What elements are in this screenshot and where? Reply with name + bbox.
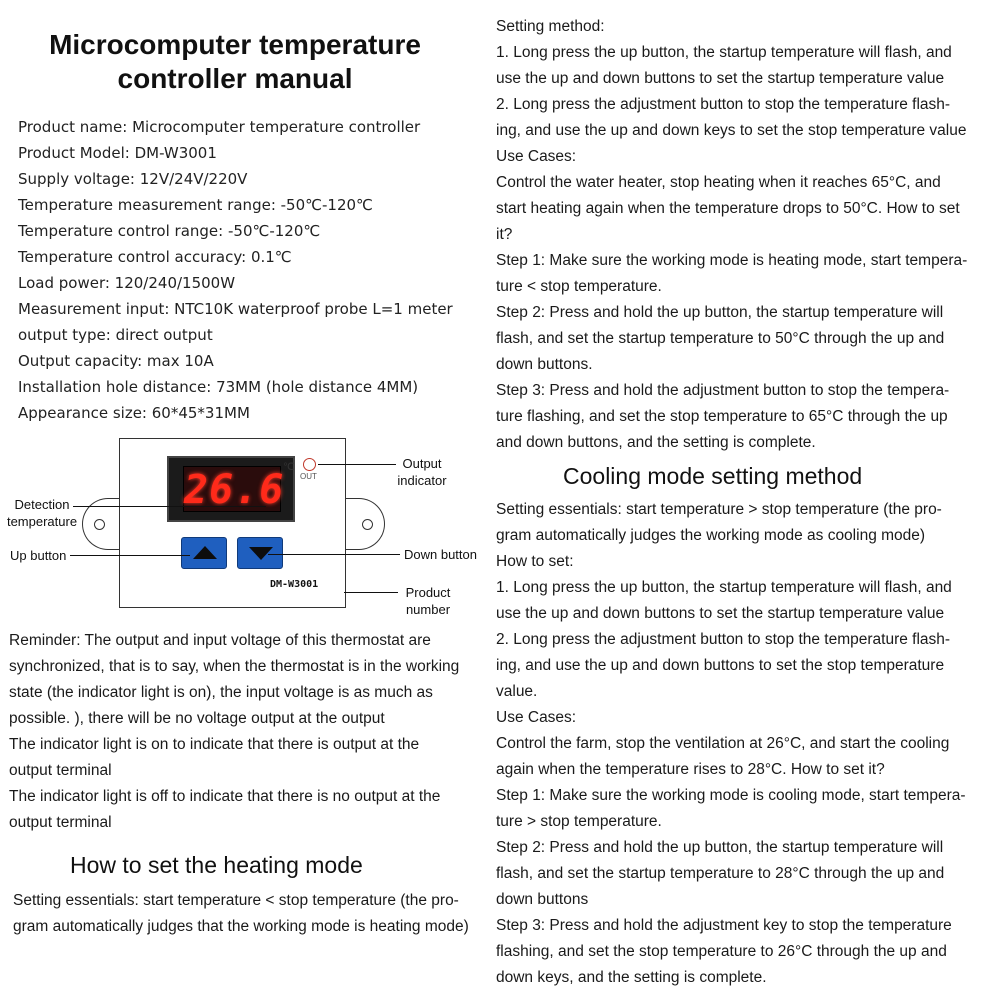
text-line: Step 3: Press and hold the adjustment key to stop the temperature (496, 917, 952, 934)
text-line: flash, and set the startup temperature to 28°C through the up and (496, 865, 945, 882)
text-line: down keys, and the setting is complete. (496, 969, 767, 986)
output-led-icon (303, 458, 316, 471)
text-line: Use Cases: (496, 148, 577, 165)
text-line: ing, and use the up and down buttons to set the stop temperature (496, 657, 945, 674)
text-line: The indicator light is on to indicate that there is output at the (9, 736, 420, 753)
text-line: value. (496, 683, 538, 700)
text-line: down buttons (496, 891, 589, 908)
spec-line: Temperature measurement range: -50℃-120℃ (18, 196, 373, 214)
title-line: Microcomputer temperature (49, 29, 421, 60)
text-line: Step 3: Press and hold the adjustment button to stop the tempera- (496, 382, 950, 399)
text-line: down buttons. (496, 356, 593, 373)
text-line: state (the indicator light is on), the input voltage is as much as (9, 684, 433, 701)
text-line: possible. ), there will be no voltage output at the output (9, 710, 385, 727)
text-line: it? (496, 226, 513, 243)
display-digits: 26.6 (184, 467, 285, 513)
text-line: Step 2: Press and hold the up button, the startup temperature will (496, 304, 944, 321)
title-line: controller manual (117, 63, 353, 94)
callout-up-button: Up button (10, 548, 67, 563)
text-line: output terminal (9, 762, 112, 779)
leader-line (318, 464, 396, 465)
reminder-text (9, 628, 489, 836)
callout-product-number: Product number (405, 585, 451, 617)
text-line: Setting essentials: start temperature < stop temperature (the pro- (13, 892, 459, 909)
text-line: Control the farm, stop the ventilation at 26°C, and start the cooling (496, 735, 950, 752)
text-line: 1. Long press the up button, the startup temperature will flash, and (496, 579, 952, 596)
text-line: Step 2: Press and hold the up button, the startup temperature will (496, 839, 944, 856)
cooling-method (496, 497, 988, 991)
text-line: flashing, and set the stop temperature to 26°C through the up and (496, 943, 947, 960)
text-line: synchronized, that is to say, when the thermostat is in the working (9, 658, 460, 675)
text-line: Step 1: Make sure the working mode is cooling mode, start tempera- (496, 787, 966, 804)
text-line: Reminder: The output and input voltage of this thermostat are (9, 632, 431, 649)
text-line: use the up and down buttons to set the startup temperature value (496, 605, 945, 622)
text-line: How to set: (496, 553, 574, 570)
spec-line: Product name: Microcomputer temperature controller (18, 118, 421, 136)
heating-method (496, 14, 988, 456)
text-line: start heating again when the temperature drops to 50°C. How to set (496, 200, 960, 217)
text-line: gram automatically judges the working mode as cooling mode) (496, 527, 926, 544)
heating-essentials (13, 888, 493, 940)
spec-line: Output capacity: max 10A (18, 352, 214, 370)
text-line: 2. Long press the adjustment button to stop the temperature flash- (496, 96, 951, 113)
text-line: ture > stop temperature. (496, 813, 662, 830)
text-line: 1. Long press the up button, the startup temperature will flash, and (496, 44, 952, 61)
unit-celsius: ℃ (283, 462, 295, 473)
spec-line: Installation hole distance: 73MM (hole distance 4MM) (18, 378, 419, 396)
spec-line: Load power: 120/240/1500W (18, 274, 236, 292)
text-line: Setting method: (496, 18, 605, 35)
mounting-hole-right (362, 519, 373, 530)
text-line: ing, and use the up and down keys to set the stop temperature value (496, 122, 967, 139)
text-line: Control the water heater, stop heating when it reaches 65°C, and (496, 174, 941, 191)
callout-down-button: Down button (404, 547, 477, 562)
text-line: flash, and set the startup temperature to 50°C through the up and (496, 330, 945, 347)
out-label: OUT (300, 472, 317, 481)
text-line: and down buttons, and the setting is complete. (496, 434, 816, 451)
arrow-up-icon (193, 546, 217, 559)
down-button[interactable] (237, 537, 283, 569)
heating-heading: How to set the heating mode (70, 852, 363, 878)
text-line: ture < stop temperature. (496, 278, 662, 295)
leader-line (344, 592, 398, 593)
mounting-hole-left (94, 519, 105, 530)
text-line: ture flashing, and set the stop temperature to 65°C through the up (496, 408, 948, 425)
page-title (20, 28, 450, 96)
spec-line: Appearance size: 60*45*31MM (18, 404, 250, 422)
leader-line (73, 506, 266, 507)
text-line: 2. Long press the adjustment button to stop the temperature flash- (496, 631, 951, 648)
leader-line (268, 554, 400, 555)
temperature-display (167, 456, 295, 522)
text-line: Step 1: Make sure the working mode is heating mode, start tempera- (496, 252, 968, 269)
callout-detection-temperature: Detection temperature (6, 497, 78, 529)
text-line: again when the temperature rises to 28°C. How to set it? (496, 761, 885, 778)
spec-line: Product Model: DM-W3001 (18, 144, 217, 162)
spec-line: Temperature control accuracy: 0.1℃ (18, 248, 292, 266)
text-line: Use Cases: (496, 709, 577, 726)
cooling-heading: Cooling mode setting method (563, 463, 863, 489)
text-line: output terminal (9, 814, 112, 831)
text-line: Setting essentials: start temperature > stop temperature (the pro- (496, 501, 942, 518)
leader-line (70, 555, 190, 556)
callout-output-indicator: Output indicator (397, 456, 447, 488)
text-line: gram automatically judges that the working mode is heating mode) (13, 918, 469, 935)
spec-line: Measurement input: NTC10K waterproof probe L=1 meter (18, 300, 453, 318)
text-line: use the up and down buttons to set the startup temperature value (496, 70, 945, 87)
spec-line: Supply voltage: 12V/24V/220V (18, 170, 248, 188)
spec-line: output type: direct output (18, 326, 213, 344)
text-line: The indicator light is off to indicate that there is no output at the (9, 788, 441, 805)
up-button[interactable] (181, 537, 227, 569)
spec-list (18, 114, 488, 426)
spec-line: Temperature control range: -50℃-120℃ (18, 222, 321, 240)
model-number: DM-W3001 (270, 579, 319, 590)
